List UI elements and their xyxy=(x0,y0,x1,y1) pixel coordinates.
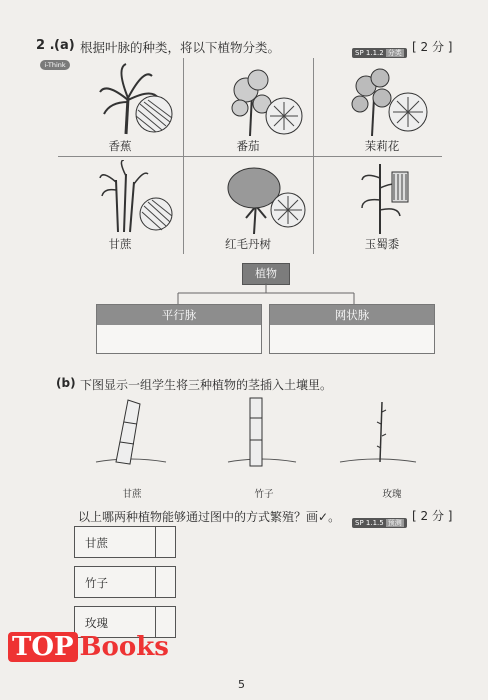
cutting-label: 玫瑰 xyxy=(382,489,402,500)
cutting-label: 竹子 xyxy=(254,489,274,500)
plant-name: 香蕉 xyxy=(108,139,132,153)
page-number: 5 xyxy=(238,678,245,691)
skill-level: 分类 xyxy=(387,49,402,57)
tree-map-connector xyxy=(176,283,356,305)
category-box-net[interactable] xyxy=(269,304,435,354)
answer-row-sugarcane[interactable] xyxy=(74,526,176,558)
skill-tag-a xyxy=(352,40,407,59)
cutting-label: 甘蔗 xyxy=(122,489,142,500)
marks-b: [ 2 分 ] xyxy=(412,509,453,523)
corn-plant-illustration xyxy=(358,158,438,236)
plant-name: 番茄 xyxy=(236,139,260,153)
tree-map-root: 植物 xyxy=(242,263,290,285)
category-box-parallel[interactable] xyxy=(96,304,262,354)
jasmine-plant-illustration xyxy=(348,64,440,138)
cuttings-illustration xyxy=(90,392,430,482)
answer-label: 甘蔗 xyxy=(85,536,108,550)
logo-top: TOP xyxy=(8,632,78,662)
skill-level: 预测 xyxy=(387,519,402,527)
think-badge: i-Think xyxy=(40,60,70,70)
topbooks-watermark-logo xyxy=(8,632,169,662)
skill-code: SP 1.1.2 xyxy=(355,49,384,57)
marks-a: [ 2 分 ] xyxy=(412,40,453,54)
part-a-instruction: 根据叶脉的种类，将以下植物分类。 xyxy=(80,40,281,55)
plant-name: 茉莉花 xyxy=(364,139,400,153)
question-number: 2 . xyxy=(36,38,55,53)
plant-name: 红毛丹树 xyxy=(225,237,271,251)
answer-label: 玫瑰 xyxy=(85,616,108,630)
logo-books: Books xyxy=(79,632,169,662)
tomato-plant-illustration xyxy=(226,64,316,138)
banana-plant-illustration xyxy=(96,62,186,138)
answer-label: 竹子 xyxy=(85,576,108,590)
part-b-instruction: 下图显示一组学生将三种植物的茎插入土壤里。 xyxy=(80,378,333,392)
plant-name: 玉蜀黍 xyxy=(364,237,400,251)
part-b-label: (b) xyxy=(56,376,76,390)
plant-name: 甘蔗 xyxy=(108,237,132,251)
rambutan-tree-illustration xyxy=(224,162,316,236)
plant-grid xyxy=(58,58,442,254)
part-b-question xyxy=(78,508,340,525)
skill-tag-b xyxy=(352,510,407,529)
skill-code: SP 1.1.5 xyxy=(355,519,384,527)
category-header: 网状脉 xyxy=(270,305,434,325)
part-a-label: (a) xyxy=(54,38,75,53)
category-header: 平行脉 xyxy=(97,305,261,325)
question-text: 以上哪两种植物能够通过图中的方式繁殖？画 xyxy=(78,510,319,524)
check-mark-icon: ✓。 xyxy=(318,510,341,524)
sugarcane-plant-illustration xyxy=(98,160,188,236)
answer-row-bamboo[interactable] xyxy=(74,566,176,598)
